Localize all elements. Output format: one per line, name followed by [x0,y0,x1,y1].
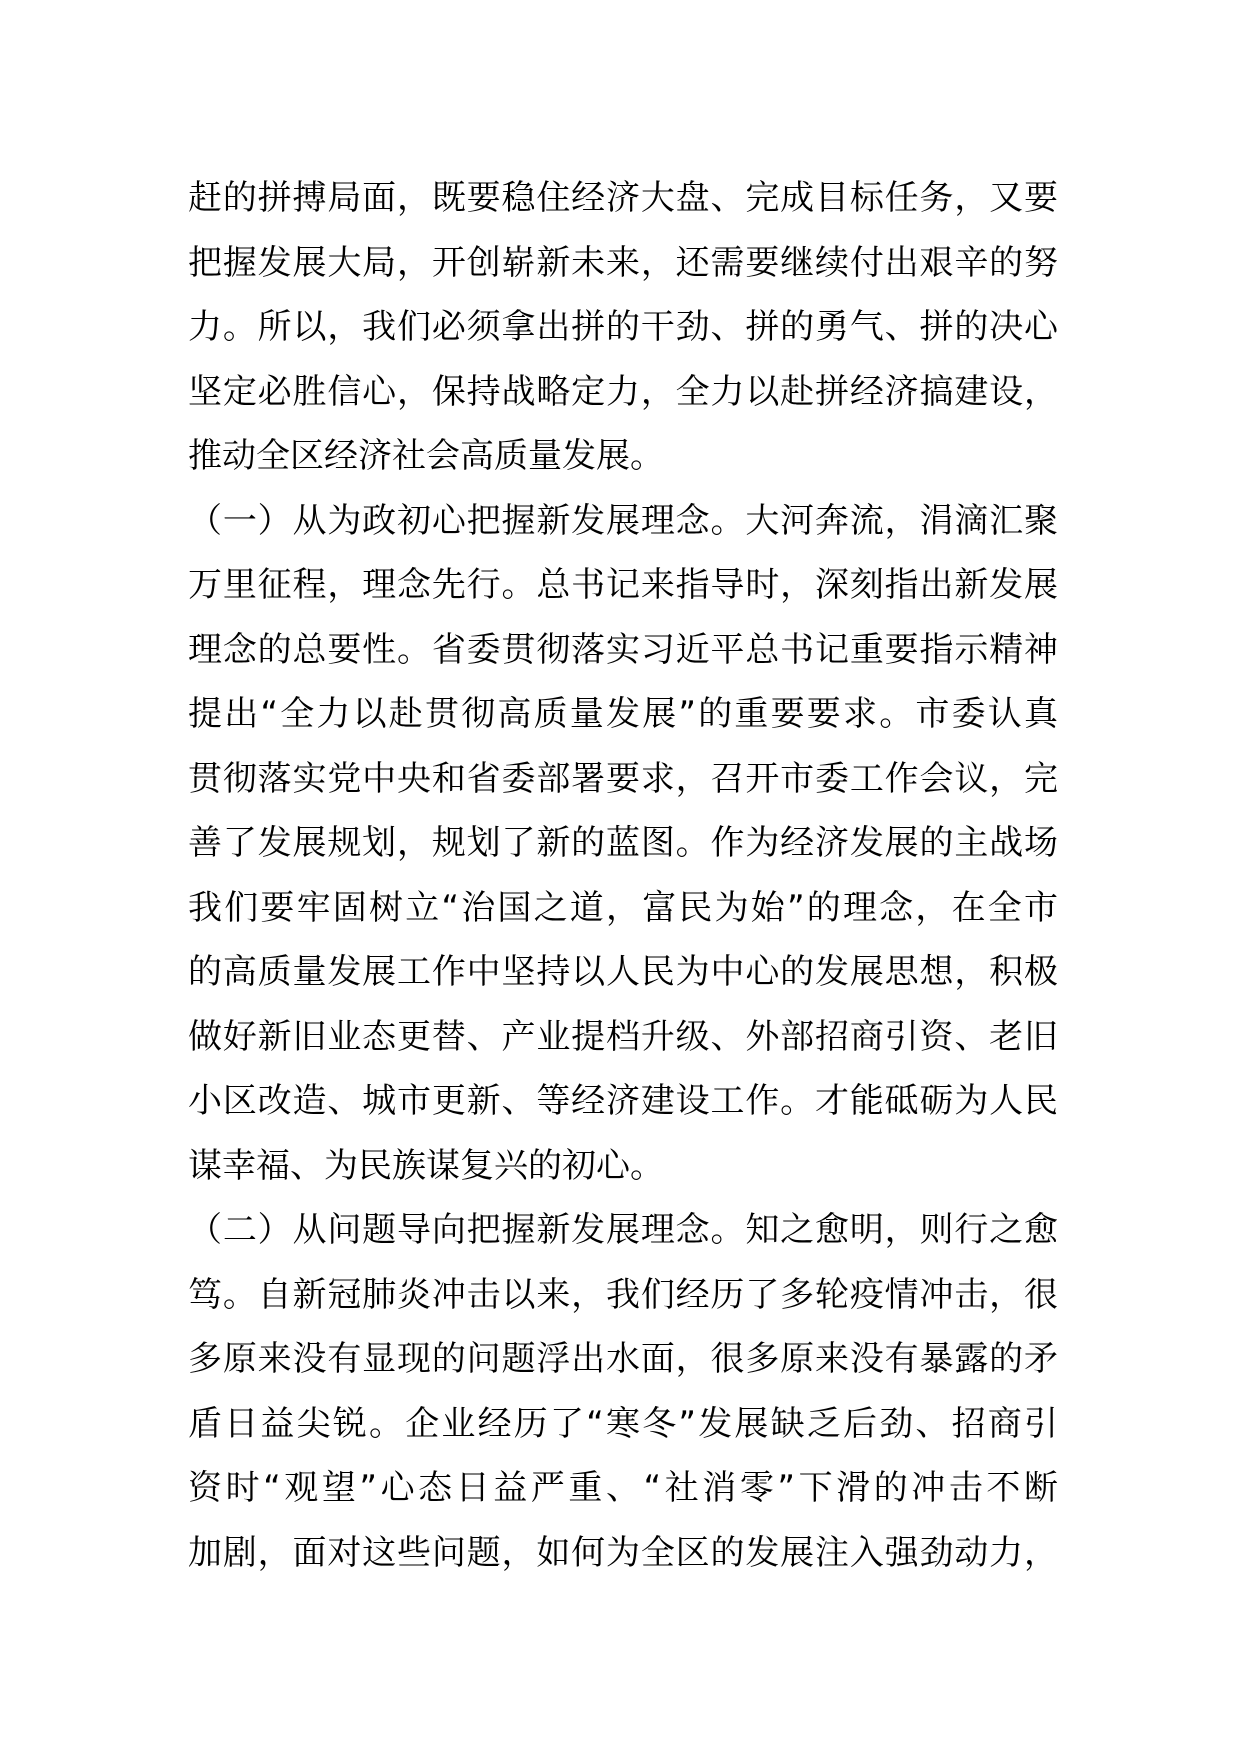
text-line: 笃。自新冠肺炎冲击以来，我们经历了多轮疫情冲击，很 [188,1274,1058,1315]
text-line: 坚定必胜信心，保持战略定力，全力以赴拼经济搞建设， [188,371,1058,412]
text-line: 力。所以，我们必须拿出拼的干劲、拼的勇气、拼的决心 [188,307,1058,347]
text-line: 盾日益尖锐。企业经历了“寒冬”发展缺乏后劲、招商引 [188,1403,1058,1444]
text-line: 赶的拼搏局面，既要稳住经济大盘、完成目标任务，又要 [188,178,1058,218]
text-line: 贯彻落实党中央和省委部署要求，召开市委工作会议，完 [188,758,1058,799]
body-text [188,166,1058,1585]
text-line: 我们要牢固树立“治国之道，富民为始”的理念，在全市 [188,887,1058,928]
text-line: 提出“全力以赴贯彻高质量发展”的重要要求。市委认真 [188,694,1058,734]
section-heading-line: （一）从为政初心把握新发展理念。大河奔流，涓滴汇聚 [188,500,1058,541]
section-heading-line: （二）从问题导向把握新发展理念。知之愈明，则行之愈 [188,1210,1058,1250]
text-line: 多原来没有显现的问题浮出水面，很多原来没有暴露的矛 [188,1339,1058,1379]
text-line: 加剧，面对这些问题，如何为全区的发展注入强劲动力， [188,1532,1058,1573]
text-line: 做好新旧业态更替、产业提档升级、外部招商引资、老旧 [188,1016,1058,1057]
text-line: 资时“观望”心态日益严重、“社消零”下滑的冲击不断 [188,1468,1058,1508]
text-line: 理念的总要性。省委贯彻落实习近平总书记重要指示精神 [188,629,1058,670]
text-line: 推动全区经济社会高质量发展。 [188,436,664,476]
text-line: 的高质量发展工作中坚持以人民为中心的发展思想，积极 [188,952,1058,992]
text-line: 善了发展规划，规划了新的蓝图。作为经济发展的主战场 [188,823,1058,863]
text-line: 把握发展大局，开创崭新未来，还需要继续付出艰辛的努 [188,242,1058,283]
text-line: 万里征程，理念先行。总书记来指导时，深刻指出新发展 [188,565,1058,605]
text-line: 谋幸福、为民族谋复兴的初心。 [188,1145,664,1186]
text-line: 小区改造、城市更新、等经济建设工作。才能砥砺为人民 [188,1081,1058,1121]
